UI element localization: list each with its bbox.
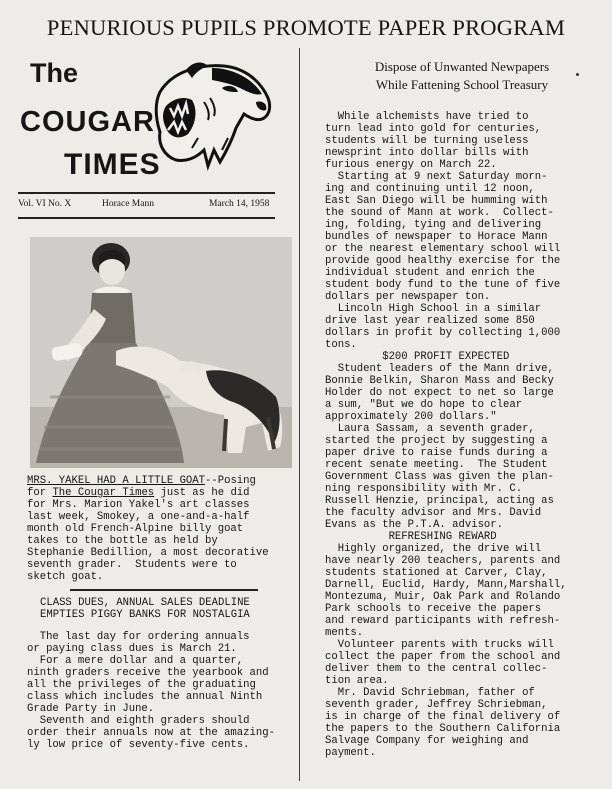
dues-article-line: or paying class dues is March 21. <box>27 643 237 655</box>
dues-article-line: class which includes the annual Ninth <box>27 691 263 703</box>
paper-article-line: deliver them to the central collec- <box>325 663 548 675</box>
photo-caption <box>27 475 269 583</box>
dues-article-line: The last day for ordering annuals <box>27 631 250 643</box>
paper-article-line: the sound of Mann at work. Collect- <box>325 207 554 219</box>
paper-article-line: bundles of newspaper to Horace Mann <box>325 231 548 243</box>
paper-article-line: students will be turning useless <box>325 135 529 147</box>
paper-drive-deck <box>312 58 612 94</box>
paper-article-line: ing, folding, tying and delivering <box>325 219 542 231</box>
dues-article-line: For a mere dollar and a quarter, <box>27 655 244 667</box>
paper-article-line: the papers to the Southern California <box>325 723 561 735</box>
paper-article-line: Student leaders of the Mann drive, <box>325 363 554 375</box>
paper-article-line: recent senate meeting. The Student <box>325 459 548 471</box>
paper-article-line: East San Diego will be humming with <box>325 195 548 207</box>
goat-photo <box>30 237 292 468</box>
paper-article-line: and reward participants with refresh- <box>325 615 561 627</box>
caption-line-6: takes to the bottle as held by <box>27 535 218 547</box>
issue-school: Horace Mann <box>102 199 154 209</box>
caption-line-7: Stephanie Bedillion, a most decorative <box>27 547 269 559</box>
column-divider <box>299 48 300 781</box>
paper-article-line: tons. <box>325 339 357 351</box>
paper-article-line: seventh grader, Jeffrey Schriebman, <box>325 699 548 711</box>
photo-girl-feeding-goat-icon <box>30 237 292 468</box>
paper-article-line: While alchemists have tried to <box>325 111 529 123</box>
dues-article-line: Seventh and eighth graders should <box>27 715 250 727</box>
issue-date: March 14, 1958 <box>209 199 270 209</box>
paper-article-line: Salvage Company for weighing and <box>325 735 529 747</box>
paper-article-line: ments. <box>325 627 364 639</box>
caption-divider <box>70 589 258 591</box>
deck-line-2: While Fattening School Treasury <box>375 77 549 92</box>
paper-article-line: tion area. <box>325 675 389 687</box>
headline: PENURIOUS PUPILS PROMOTE PAPER PROGRAM <box>46 15 566 40</box>
paper-article-line: turn lead into gold for centuries, <box>325 123 542 135</box>
caption-line-1-rest: --Posing <box>205 475 256 487</box>
dues-article-body <box>27 631 275 751</box>
caption-line-2-pre: for <box>27 487 53 499</box>
paper-article-line: Montezuma, Muir, Oak Park and Rolando <box>325 591 561 603</box>
paper-article-line: drive last year realized some 850 <box>325 315 535 327</box>
caption-title: MRS. YAKEL HAD A LITTLE GOAT <box>27 475 206 487</box>
paper-article-line: Government Class was given the plan- <box>325 471 554 483</box>
paper-article-line: Lincoln High School in a similar <box>325 303 542 315</box>
deck-line-1: Dispose of Unwanted Newpapers <box>374 59 550 74</box>
paper-article-line: approximately 200 dollars." <box>325 411 497 423</box>
caption-line-9: sketch goat. <box>27 571 104 583</box>
paper-article-line: REFRESHING REWARD <box>325 531 497 543</box>
dues-headline-2: EMPTIES PIGGY BANKS FOR NOSTALGIA <box>40 609 250 621</box>
paper-article-line: paper drive to raise funds during a <box>325 447 548 459</box>
paper-article-line: payment. <box>325 747 376 759</box>
caption-paper-name: The Cougar Times <box>52 487 155 499</box>
dues-headline-1: CLASS DUES, ANNUAL SALES DEADLINE <box>40 597 250 609</box>
masthead-rule-top <box>18 192 275 194</box>
paper-article-line: is in charge of the final delivery of <box>325 711 561 723</box>
dues-headline <box>40 597 250 621</box>
paper-article-line: ing and continuing until 12 noon, <box>325 183 535 195</box>
paper-article-line: Starting at 9 next Saturday morn- <box>325 171 548 183</box>
dues-article-line: Grade Party in June. <box>27 703 155 715</box>
paper-article-line: dollars per newspaper ton. <box>325 291 491 303</box>
paper-article-line: Mr. David Schriebman, father of <box>325 687 535 699</box>
paper-article-line: Park schools to receive the papers <box>325 603 542 615</box>
speck <box>576 73 579 76</box>
paper-article-line: Bonnie Belkin, Sharon Mass and Becky <box>325 375 554 387</box>
paper-article-line: Darnell, Euclid, Hardy, Mann,Marshall, <box>325 579 567 591</box>
dues-article-line: order their annuals now at the amazing- <box>27 727 275 739</box>
paper-article-line: student body fund to the tune of five <box>325 279 561 291</box>
masthead-times: TIMES <box>64 148 161 181</box>
paper-article-line: furious energy on March 22. <box>325 159 497 171</box>
paper-article-line: individual student and enrich the <box>325 267 535 279</box>
paper-article-line: Russell Henzie, principal, acting as <box>325 495 554 507</box>
paper-article-line: a sum, "But we do hope to clear <box>325 399 523 411</box>
issue-volume: Vol. VI No. X <box>18 199 72 209</box>
paper-article-line: Evans as the P.T.A. advisor. <box>325 519 504 531</box>
paper-article-line: Highly organized, the drive will <box>325 543 542 555</box>
paper-article-line: dollars in profit by collecting 1,000 <box>325 327 561 339</box>
paper-drive-article-body <box>325 111 567 759</box>
paper-article-line: or the nearest elementary school will <box>325 243 561 255</box>
cougar-head-icon <box>152 58 276 182</box>
masthead-the: The <box>30 58 79 88</box>
paper-article-line: Holder do not expect to net so large <box>325 387 554 399</box>
paper-article-line: Laura Sassam, a seventh grader, <box>325 423 535 435</box>
paper-article-line: $200 PROFIT EXPECTED <box>325 351 510 363</box>
masthead-rule-bottom <box>18 217 275 219</box>
dues-article-line: ninth graders receive the yearbook and <box>27 667 269 679</box>
paper-article-line: the faculty advisor and Mrs. David <box>325 507 542 519</box>
paper-article-line: started the project by suggesting a <box>325 435 548 447</box>
caption-line-5: month old French-Alpine billy goat <box>27 523 244 535</box>
paper-article-line: newsprint into dollar bills with <box>325 147 529 159</box>
caption-line-4: last week, Smokey, a one-and-a-half <box>27 511 250 523</box>
paper-article-line: provide good healthy exercise for the <box>325 255 561 267</box>
paper-article-line: collect the paper from the school and <box>325 651 561 663</box>
paper-article-line: students stationed at Carver, Clay, <box>325 567 548 579</box>
masthead-cougar: COUGAR <box>20 106 155 138</box>
paper-article-line: Volunteer parents with trucks will <box>325 639 554 651</box>
dues-article-line: ly low price of seventy-five cents. <box>27 739 250 751</box>
caption-line-8: seventh grader. Students were to <box>27 559 237 571</box>
caption-line-3: for Mrs. Marion Yakel's art classes <box>27 499 250 511</box>
paper-article-line: ning responsibility with Mr. C. <box>325 483 523 495</box>
masthead <box>18 55 278 195</box>
caption-line-2-post: just as he did <box>154 487 250 499</box>
paper-article-line: have nearly 200 teachers, parents and <box>325 555 561 567</box>
dues-article-line: all the privileges of the graduating <box>27 679 256 691</box>
